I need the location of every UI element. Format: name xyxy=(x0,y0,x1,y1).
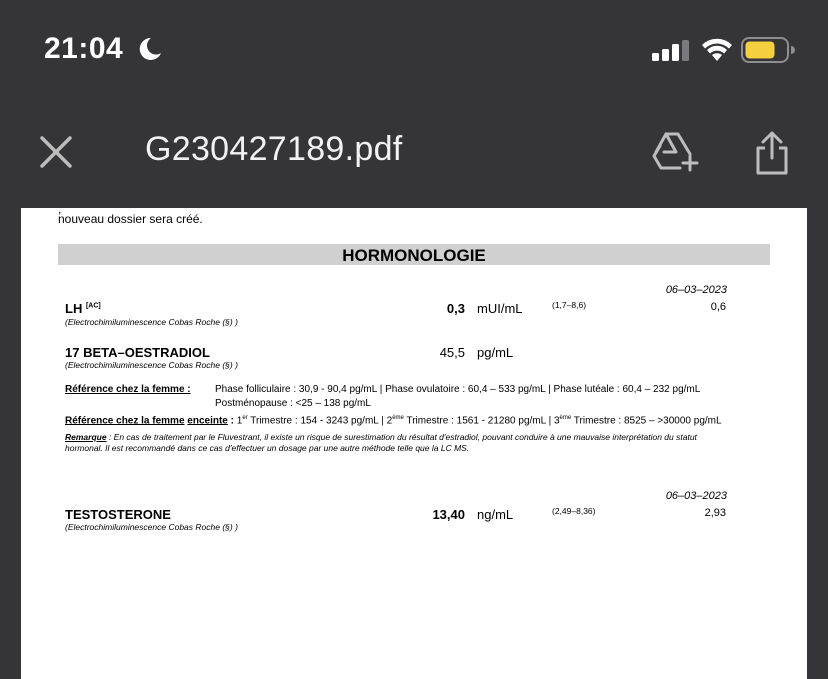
ref-pregnant-line xyxy=(65,415,722,426)
remark-line2: hormonal. Il est recommandé dans ce cas d'effectuer un dosage par une autre méthode telle que la LC MS. xyxy=(65,443,470,453)
result-date: 06–03–2023 xyxy=(665,284,727,296)
ref-t3-num: 3 xyxy=(553,415,560,427)
pdf-toolbar xyxy=(0,100,828,208)
test-value: 45,5 xyxy=(439,345,465,360)
test-name-oestradiol: 17 BETA–OESTRADIOL xyxy=(65,345,210,360)
ref-woman-line2: Postménopause : <25 – 138 pg/mL xyxy=(215,398,371,409)
ref-t3: Trimestre : 8525 – >30000 pg/mL xyxy=(571,415,722,427)
test-value: 13,40 xyxy=(432,507,465,522)
remark-label: Remarque xyxy=(65,432,107,442)
ref-pregnant-label: Référence chez la femme xyxy=(65,415,185,427)
status-time: 21:04 xyxy=(44,32,124,65)
test-range: (1,7–8,6) xyxy=(552,300,587,310)
ref-t1-num: 1 xyxy=(236,415,243,427)
ref-woman-line1: Phase folliculaire : 30,9 - 90,4 pg/mL | Phase ovulatoire : 60,4 – 533 pg/mL | Phase lutéale : 60,4 – 232 pg/mL xyxy=(215,384,701,395)
drive-add-icon[interactable] xyxy=(652,130,700,172)
close-icon[interactable] xyxy=(38,134,74,170)
test-tag: [AC] xyxy=(85,302,101,310)
section-header xyxy=(58,244,770,265)
test-method: (Electrochimiluminescence Cobas Roche (§) ) xyxy=(65,317,238,327)
remark-line1 xyxy=(65,432,697,442)
test-name-testosterone: TESTOSTERONE xyxy=(65,507,171,522)
test-unit: ng/mL xyxy=(477,507,514,522)
ref-t1-sup: er xyxy=(242,415,248,421)
ref-t2: Trimestre : 1561 - 21280 pg/mL | xyxy=(403,415,554,427)
moon-icon xyxy=(137,36,163,62)
test-previous: 0,6 xyxy=(710,301,726,313)
document-title: G230427189.pdf xyxy=(145,130,403,168)
test-method: (Electrochimiluminescence Cobas Roche (§) ) xyxy=(65,360,238,370)
status-bar xyxy=(0,0,828,100)
test-value: 0,3 xyxy=(446,301,465,316)
test-name-label: LH xyxy=(65,301,83,316)
test-name-lh xyxy=(65,301,101,316)
share-icon[interactable] xyxy=(752,130,792,176)
test-unit: mUI/mL xyxy=(477,301,523,316)
test-previous: 2,93 xyxy=(704,507,726,519)
pdf-page xyxy=(21,208,807,679)
ref-t2-sup: ème xyxy=(392,415,404,421)
result-date: 06–03–2023 xyxy=(665,490,727,502)
ref-woman-label: Référence chez la femme : xyxy=(65,384,191,395)
battery-icon xyxy=(741,36,795,64)
test-unit: pg/mL xyxy=(477,345,514,360)
section-title: HORMONOLOGIE xyxy=(342,246,486,265)
intro-text: nouveau dossier sera créé. xyxy=(58,212,203,226)
remark-text-1: : En cas de traitement par le Fluvestrant, il existe un risque de surestimation du résultat d'estradiol, pouvant conduire à une mauvaise interprétation du statut xyxy=(106,432,697,442)
ref-t3-sup: ème xyxy=(559,415,572,421)
wifi-icon xyxy=(700,37,734,63)
ref-pregnant-sep: : xyxy=(227,415,237,427)
ref-t2-num: 2 xyxy=(386,415,393,427)
cut-text-line: , xyxy=(58,208,62,216)
test-method: (Electrochimiluminescence Cobas Roche (§) ) xyxy=(65,522,238,532)
test-range: (2,49–8,36) xyxy=(552,506,596,516)
ref-t1: Trimestre : 154 - 3243 pg/mL | xyxy=(247,415,387,427)
signal-icon xyxy=(652,40,690,61)
ref-pregnant-label-b: enceinte xyxy=(187,415,228,427)
